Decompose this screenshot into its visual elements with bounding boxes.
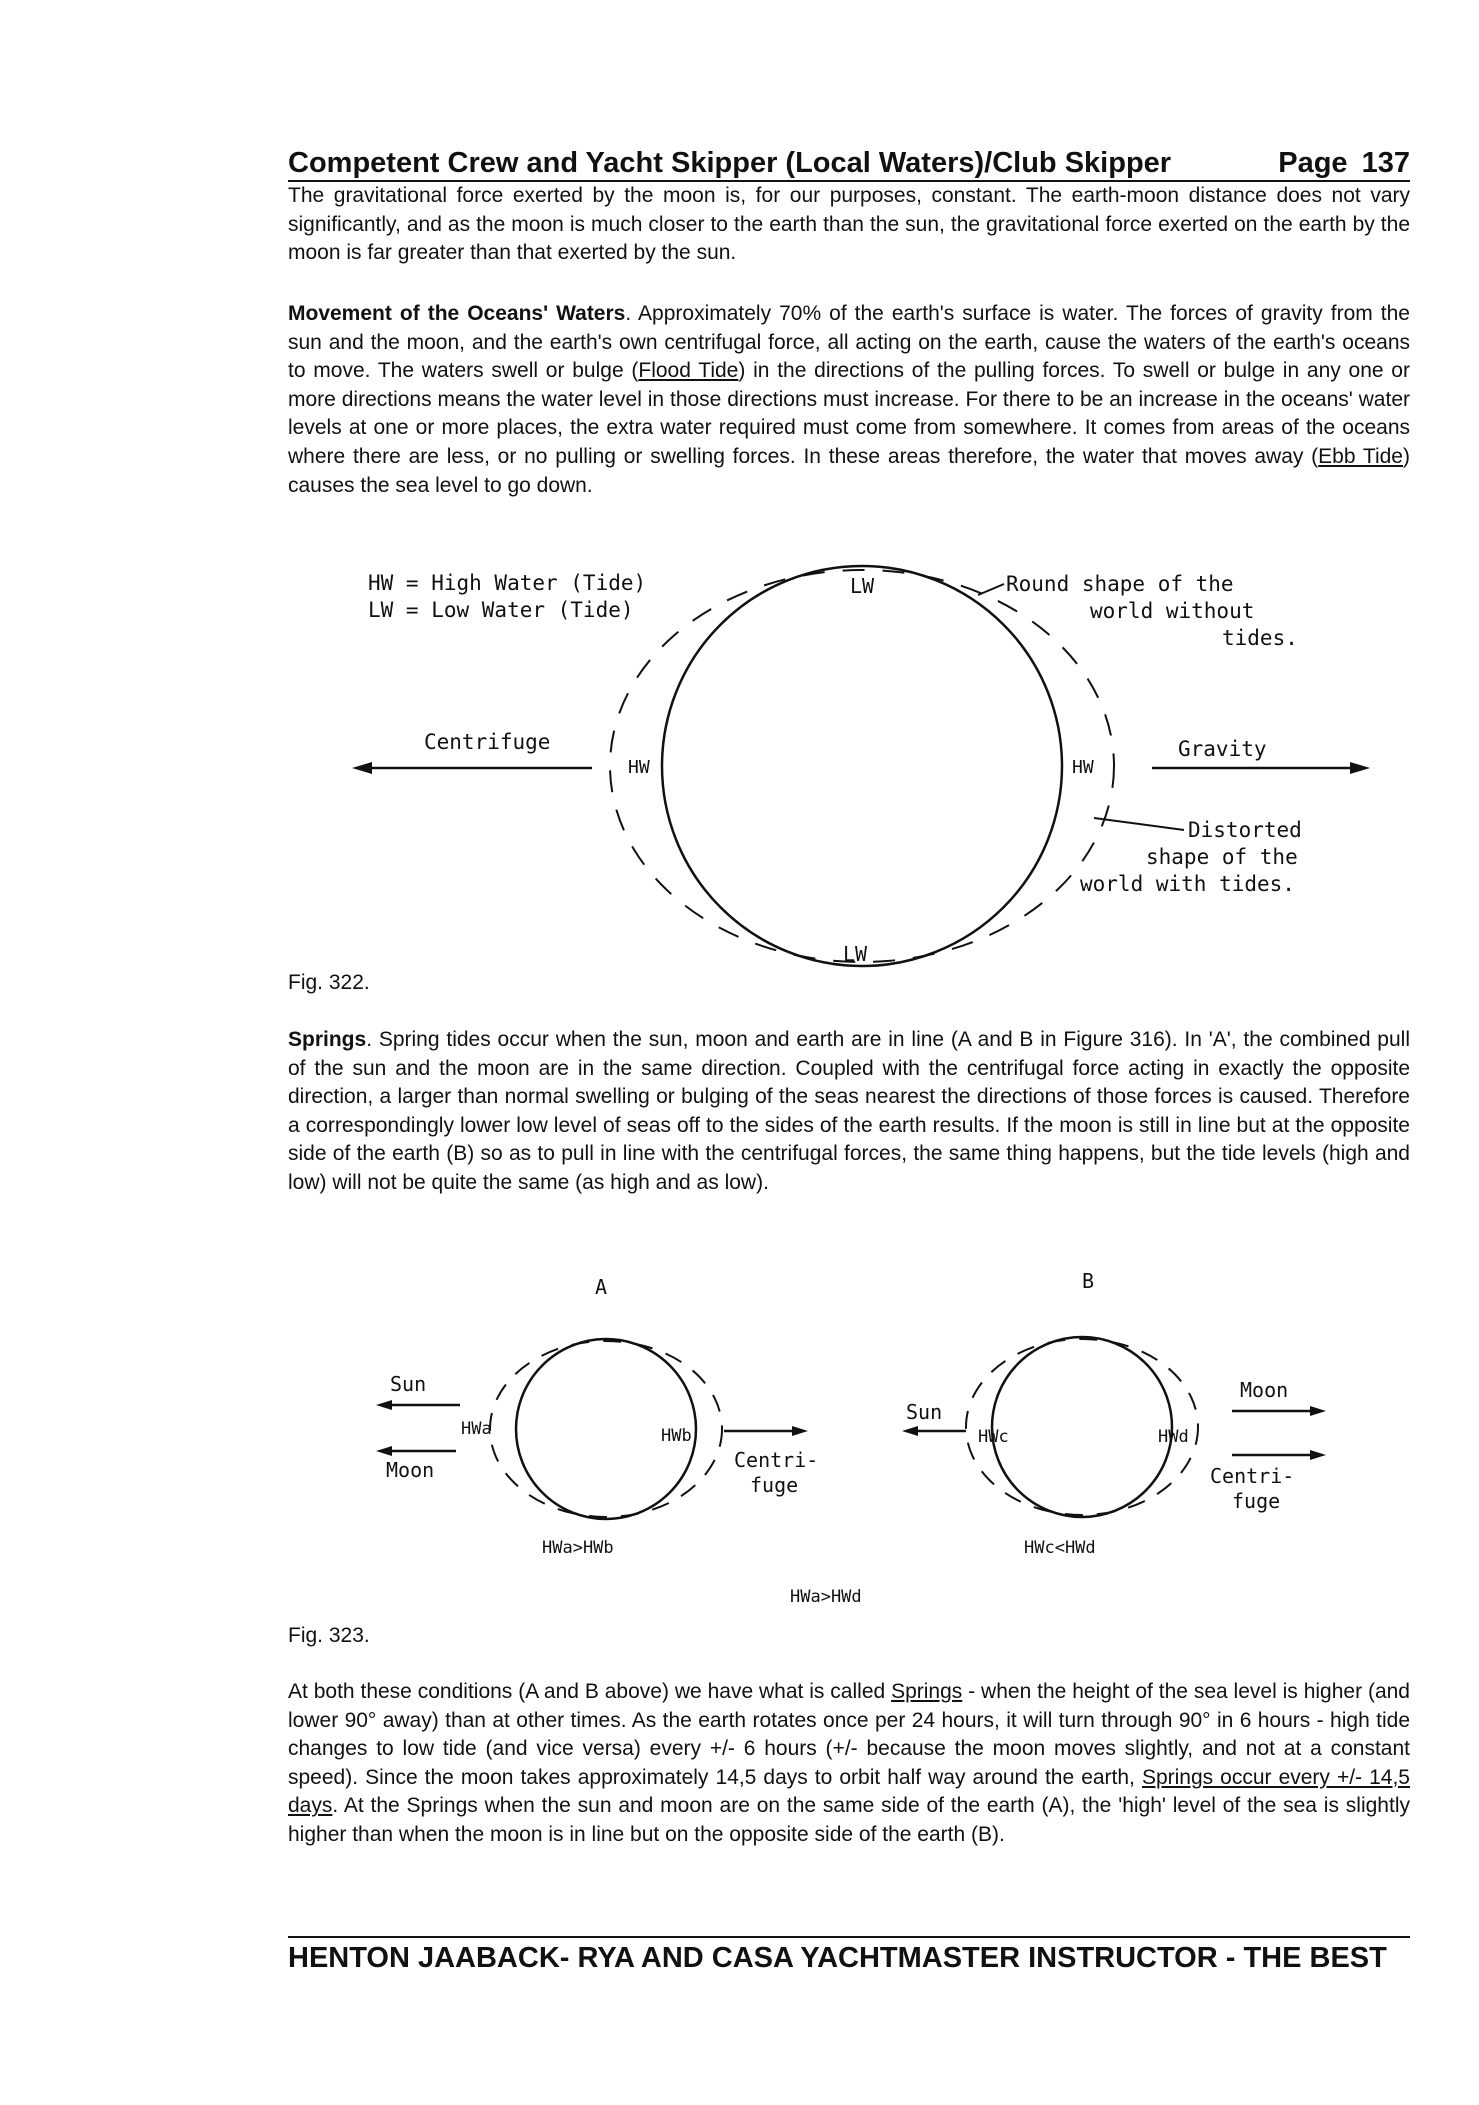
page-footer: HENTON JAABACK- RYA AND CASA YACHTMASTER INSTRUCTOR - THE BEST: [288, 1936, 1410, 1975]
conclusion-text-a: At both these conditions (A and B above) we have what is called: [288, 1680, 892, 1703]
moon-b-label: Moon: [1240, 1378, 1289, 1402]
fig-322-caption: Fig. 322.: [288, 971, 370, 994]
sun-a-arrowhead: [376, 1400, 392, 1410]
distorted-label-3: world with tides.: [1080, 872, 1295, 896]
fig-322-diagram: [0, 0, 1479, 1000]
moon-a-label: Moon: [386, 1458, 435, 1482]
movement-text-a: . Approximately 70% of the earth's surface is water. The forces of gravity from the sun and the moon, and the earth's own centrifugal force, all acting on the earth, cause the waters of the earth's oceans to move. The waters swell or bulge (: [288, 302, 1410, 383]
hwa-label: HWa: [461, 1419, 492, 1439]
centrifuge-b-label-1: Centri-: [1210, 1464, 1295, 1488]
fig-323-diagram: [0, 1240, 1479, 1660]
hwc-label: HWc: [978, 1427, 1009, 1447]
distorted-label-2: shape of the: [1146, 845, 1298, 869]
label-b: B: [1082, 1269, 1095, 1293]
conclusion-text-b: - when the height of the sea level is higher (and lower 90° away) than at other times. As the earth rotates once per 24 hours, it will turn through 90° in 6 hours - high tide changes to low tide (and vice versa) every +/- 6 hours (+/- because the moon moves slightly, and not at a constant speed). Since the moon takes approximately 14,5 days to orbit half way around the earth,: [288, 1680, 1410, 1789]
gravity-arrowhead: [1350, 762, 1370, 774]
centrifuge-a-label-1: Centri-: [734, 1448, 819, 1472]
centrifuge-b-arrowhead: [1310, 1450, 1326, 1460]
round-shape-label-3: tides.: [1222, 626, 1298, 650]
gravity-label: Gravity: [1178, 737, 1267, 761]
hw-right-label: HW: [1072, 757, 1094, 778]
springs-text: . Spring tides occur when the sun, moon and earth are in line (A and B in Figure 316). In 'A', the combined pull of the sun and the moon are in the same direction. Coupled with the centrifugal force acting in exactly the opposite direction, a larger than normal swelling or bulging of the seas nearest the directions of those forces is caused. Therefore a correspondingly lower low level of seas off to the sides of the earth results. If the moon is still in line but at the opposite side of the earth (B) so as to pull in line with the centrifugal forces, the same thing happens, but the tide levels (high and low) will not be quite the same (as high and as low).: [288, 1028, 1410, 1194]
page-number: Page 137: [1278, 147, 1410, 179]
movement-heading: Movement of the Oceans' Waters: [288, 302, 626, 325]
earth-b-circle: [992, 1337, 1172, 1517]
distorted-shape-pointer: [1094, 818, 1184, 830]
flood-tide-term: Flood Tide: [638, 359, 739, 383]
round-shape-label-2: world without: [1090, 599, 1255, 623]
springs-heading: Springs: [288, 1028, 367, 1051]
legend-hw: HW = High Water (Tide): [368, 571, 647, 595]
hwc-lt-hwd-label: HWc<HWd: [1024, 1538, 1096, 1558]
moon-b-arrowhead: [1310, 1406, 1326, 1416]
legend-lw: LW = Low Water (Tide): [368, 598, 634, 622]
sun-b-label: Sun: [906, 1400, 943, 1424]
centrifuge-b-label-2: fuge: [1232, 1489, 1281, 1513]
hw-left-label: HW: [628, 757, 650, 778]
earth-distorted-shape: [610, 570, 1114, 962]
earth-round-circle: [662, 566, 1062, 966]
conclusion-paragraph: [288, 1678, 1410, 1850]
distorted-label-1: Distorted: [1188, 818, 1302, 842]
lw-top-label: LW: [850, 574, 875, 598]
sun-b-arrowhead: [902, 1426, 918, 1436]
hwd-label: HWd: [1158, 1427, 1189, 1447]
movement-text-b: ) in the directions of the pulling forces. To swell or bulge in any one or more directions means the water level in those directions must increase. For there to be an increase in the oceans' water levels at one or more places, the extra water required must come from somewhere. It comes from areas of the oceans where there are less, or no pulling or swelling forces. In these areas therefore, the water that moves away (: [288, 359, 1410, 468]
fig-323-caption: Fig. 323.: [288, 1624, 370, 1647]
conclusion-text-c: . At the Springs when the sun and moon are on the same side of the earth (A), the 'high' level of the sea is slightly higher than when the moon is in line but on the opposite side of the earth (B).: [288, 1794, 1410, 1846]
hwa-gt-hwd-label: HWa>HWd: [790, 1587, 862, 1607]
round-shape-pointer: [978, 584, 1004, 595]
springs-paragraph: [288, 1026, 1410, 1198]
round-shape-label-1: Round shape of the: [1006, 572, 1234, 596]
centrifuge-arrowhead: [352, 762, 372, 774]
lw-bottom-label: LW: [843, 942, 868, 966]
sun-a-label: Sun: [390, 1372, 427, 1396]
springs-every-term: Springs occur every +/- 14,5 days: [288, 1765, 1410, 1818]
centrifuge-a-arrowhead: [792, 1426, 808, 1436]
moon-a-arrowhead: [376, 1446, 392, 1456]
hwa-gt-hwb-label: HWa>HWb: [542, 1538, 614, 1558]
intro-paragraph: The gravitational force exerted by the moon is, for our purposes, constant. The earth-moon distance does not vary significantly, and as the moon is much closer to the earth than the sun, the gravitational force exerted on the earth by the moon is far greater than that exerted by the sun.: [288, 184, 1410, 265]
ebb-tide-term: Ebb Tide: [1318, 444, 1403, 468]
header-title: Competent Crew and Yacht Skipper (Local Waters)/Club Skipper: [288, 147, 1172, 179]
centrifuge-a-label-2: fuge: [750, 1473, 799, 1497]
label-a: A: [595, 1275, 608, 1299]
centrifuge-label: Centrifuge: [424, 730, 551, 754]
movement-text-c: ) causes the sea level to go down.: [288, 444, 1410, 497]
springs-term: Springs: [891, 1680, 963, 1703]
hwb-label: HWb: [661, 1426, 692, 1446]
